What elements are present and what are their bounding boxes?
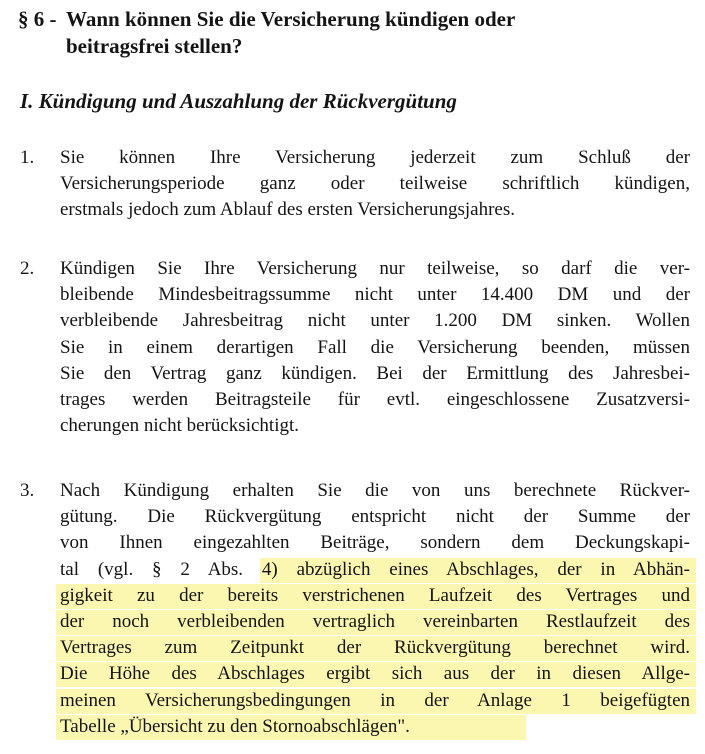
paragraph-line: Sie den Vertrag ganz kündigen. Bei der Ermittlung des Jahresbei-: [60, 362, 690, 384]
paragraph-line-highlighted: meinen Versicherungsbedingungen in der Anlage 1 beigefügten: [60, 688, 690, 714]
paragraph-line: Sie können Ihre Versicherung jederzeit zum Schluß der: [60, 147, 690, 168]
paragraph-line: Nach Kündigung erhalten Sie die von uns berechnete Rückver-: [60, 480, 690, 501]
paragraph-line: verbleibende Jahresbeitrag nicht unter 1.200 DM sinken. Wollen: [60, 310, 690, 332]
paragraph-line-highlighted: Die Höhe des Abschlages ergibt sich aus der in diesen Allge-: [60, 661, 690, 687]
paragraph-line: Sie in einem derartigen Fall die Versicherung beenden, müssen: [60, 336, 690, 358]
paragraph-line: von Ihnen eingezahlten Beiträge, sondern dem Deckungskapi-: [60, 532, 690, 554]
paragraph-2: [20, 256, 690, 439]
paragraph-line: Versicherungsperiode ganz oder teilweise schriftlich kündigen,: [60, 173, 690, 195]
paragraph-line: trages werden Beitragsteile für evtl. eingeschlossene Zusatzversi-: [60, 388, 690, 410]
paragraph-line-highlighted: Tabelle „Übersicht zu den Stornoabschlägen".: [60, 714, 690, 740]
section-heading-line-1: [18, 6, 688, 33]
paragraph-3: [20, 478, 690, 740]
paragraph-line: cherungen nicht berücksichtigt.: [60, 415, 300, 437]
paragraph-line: bleibende Mindesbeitragssumme nicht unter 14.400 DM und der: [60, 284, 690, 306]
paragraph-line-highlighted: gigkeit zu der bereits verstrichenen Laufzeit des Vertrages und: [60, 583, 690, 609]
section-heading: [18, 6, 688, 60]
subsection-heading: I. Kündigung und Auszahlung der Rückvergütung: [20, 89, 457, 113]
paragraph-line: erstmals jedoch zum Ablauf des ersten Versicherungsjahres.: [60, 199, 515, 221]
paragraph-line-highlighted: tal (vgl. § 2 Abs. 4) abzüglich eines Abschlages, der in Abhän-: [60, 557, 690, 583]
paragraph-number: 2.: [20, 258, 35, 279]
section-number: § 6 -: [18, 7, 57, 31]
paragraph-line-highlighted: Vertrages zum Zeitpunkt der Rückvergütung berechnet wird.: [60, 635, 690, 661]
section-title-line-2: beitragsfrei stellen?: [66, 34, 243, 58]
paragraph-1: [20, 145, 690, 224]
paragraph-number: 1.: [20, 147, 35, 168]
section-title-line-1: Wann können Sie die Versicherung kündigen oder: [66, 7, 516, 31]
paragraph-line: gütung. Die Rückvergütung entspricht nicht der Summe der: [60, 506, 690, 528]
paragraph-line: Kündigen Sie Ihre Versicherung nur teilweise, so darf die ver-: [60, 258, 690, 279]
paragraph-line-highlighted: der noch verbleibenden vertraglich vereinbarten Restlaufzeit des: [60, 609, 690, 635]
paragraph-number: 3.: [20, 480, 35, 501]
